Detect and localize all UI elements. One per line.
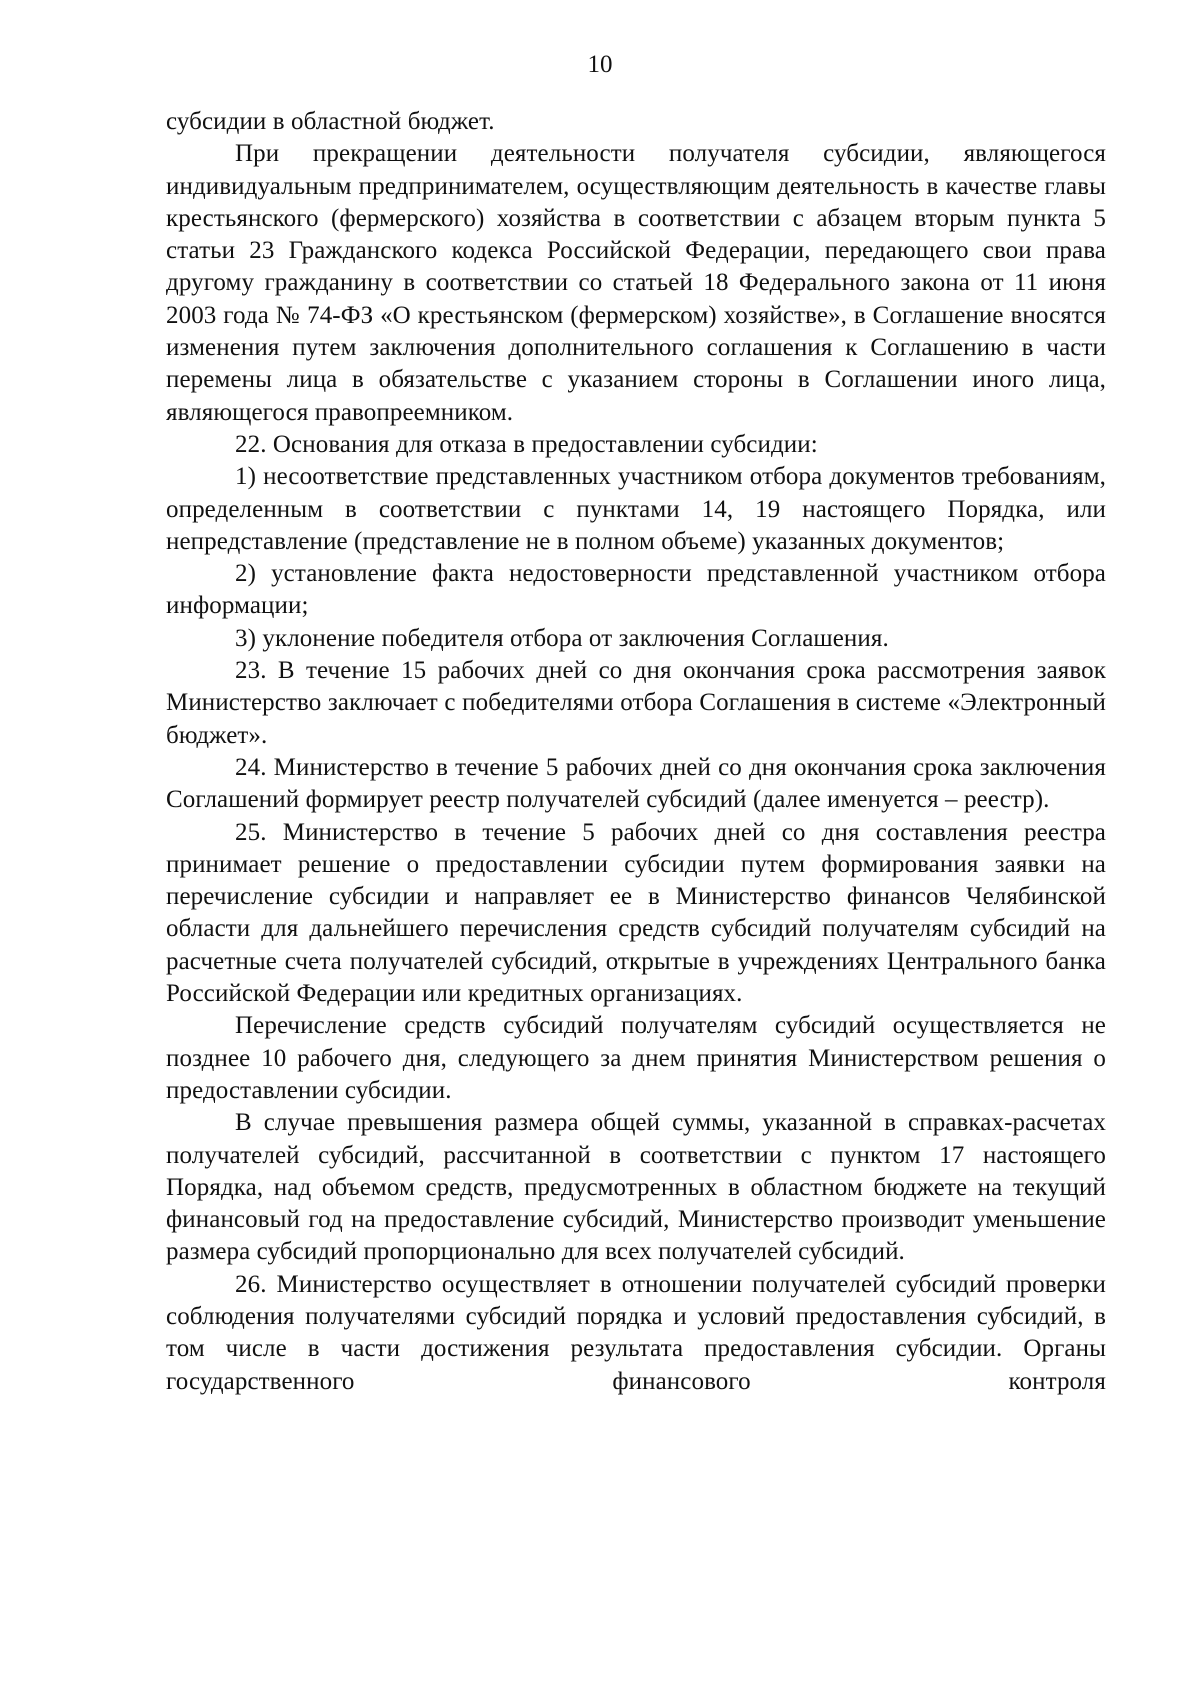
paragraph-item-22-2: 2) установление факта недостоверности представленной участником отбора информации; [166,560,1106,620]
paragraph-item-26: 26. Министерство осуществляет в отношении получателей субсидий проверки соблюдения получателями субсидий порядка и условий предоставления субсидий, в том числе в части достижения результата предоставления субсидии. Органы государственного финансового контроля [166,1270,1106,1395]
paragraph-excess-of-amount: В случае превышения размера общей суммы, указанной в справках-расчетах получателей субсидий, рассчитанной в соответствии с пунктом 17 настоящего Порядка, над объемом средств, предусмотренных в областном бюджете на текущий финансовый год на предоставление субсидий, Министерство производит уменьшение размера субсидий пропорционально для всех получателей субсидий. [166,1109,1106,1266]
paragraph-item-22-3: 3) уклонение победителя отбора от заключения Соглашения. [235,624,889,652]
paragraph-item-24: 24. Министерство в течение 5 рабочих дней со дня окончания срока заключения Соглашений формирует реестр получателей субсидий (далее именуется – реестр). [166,753,1106,814]
paragraph-item-25: 25. Министерство в течение 5 рабочих дней со дня составления реестра принимает решение о предоставлении субсидии путем формирования заявки на перечисление субсидии и направляет ее в Министерство финансов Челябинской области для дальнейшего перечисления средств субсидий получателям субсидий на расчетные счета получателей субсидий, открытые в учреждениях Центрального банка Российской Федерации или кредитных организациях. [166,818,1106,1008]
paragraph-termination-of-activity: При прекращении деятельности получателя субсидии, являющегося индивидуальным предпринимателем, осуществляющим деятельность в качестве главы крестьянского (фермерского) хозяйства в соответствии с абзацем вторым пункта 5 статьи 23 Гражданского кодекса Российской Федерации, передающего свои права другому гражданину в соответствии со статьей 18 Федерального закона от 11 июня 2003 года № 74-ФЗ «О крестьянском (фермерском) хозяйстве», в Соглашение вносятся изменения путем заключения дополнительного соглашения к Соглашению в части перемены лица в обязательстве с указанием стороны в Соглашении иного лица, являющегося правопреемником. [166,140,1106,426]
paragraph-transfer-of-funds: Перечисление средств субсидий получателям субсидий осуществляется не позднее 10 рабочего дня, следующего за днем принятия Министерством решения о предоставлении субсидии. [166,1012,1106,1104]
paragraph-continuation: субсидии в областной бюджет. [166,108,495,135]
paragraph-item-22-1: 1) несоответствие представленных участником отбора документов требованиям, определенным в соответствии с пунктами 14, 19 настоящего Порядка, или непредставление (представление не в полном объеме) указанных документов; [166,463,1106,555]
document-body [166,106,1106,1398]
paragraph-item-22-heading: 22. Основания для отказа в предоставлении субсидии: [235,430,818,458]
page-number: 10 [587,51,613,78]
paragraph-item-23: 23. В течение 15 рабочих дней со дня окончания срока рассмотрения заявок Министерство заключает с победителями отбора Соглашения в системе «Электронный бюджет». [166,657,1106,749]
